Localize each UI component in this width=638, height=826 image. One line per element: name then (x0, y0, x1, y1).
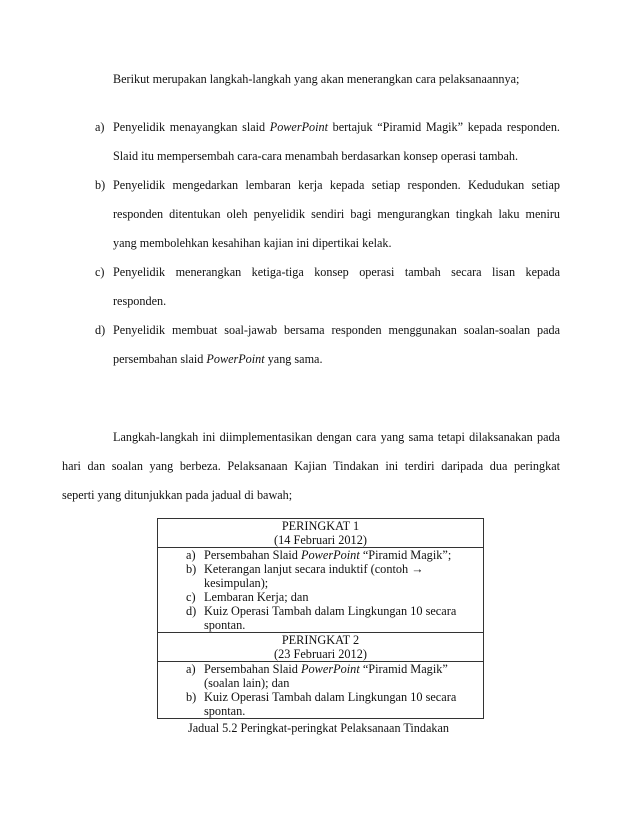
step-line: Penyelidik mengedarkan lembaran kerja kepada setiap responden. Kedudukan setiap (113, 178, 560, 192)
stage-title: PERINGKAT 1 (281, 519, 360, 533)
stage-item: a) Persembahan Slaid PowerPoint “Piramid Magik” (soalan lain); dan (186, 662, 448, 690)
step-line: Penyelidik menayangkan slaid PowerPoint bertajuk “Piramid Magik” kepada responden. (113, 120, 560, 134)
step-marker: d) (95, 323, 106, 337)
summary-line: Langkah-langkah ini diimplementasikan dengan cara yang sama tetapi dilaksanakan pada (113, 430, 560, 444)
step-marker: a) (95, 120, 105, 134)
stage-items (158, 548, 484, 633)
stage-date: (14 Februari 2012) (274, 533, 367, 547)
stage-item: c) Lembaran Kerja; dan (186, 590, 309, 604)
step-line: responden. (113, 294, 167, 308)
summary-line: hari dan soalan yang berbeza. Pelaksanaan Kajian Tindakan ini terdiri daripada dua peringkat (62, 459, 560, 473)
stage-item: b) Keterangan lanjut secara induktif (contoh → kesimpulan); (186, 562, 424, 590)
step-marker: b) (95, 178, 106, 192)
step-line: persembahan slaid PowerPoint yang sama. (113, 352, 323, 366)
stage-item: d) Kuiz Operasi Tambah dalam Lingkungan 10 secara spontan. (186, 604, 457, 632)
stage-date: (23 Februari 2012) (274, 647, 367, 661)
step-marker: c) (95, 265, 105, 279)
stage-item: a) Persembahan Slaid PowerPoint “Piramid Magik”; (186, 548, 452, 562)
stage-title: PERINGKAT 2 (281, 633, 360, 647)
intro-paragraph: Berikut merupakan langkah-langkah yang akan menerangkan cara pelaksanaannya; (113, 72, 520, 86)
step-line: Penyelidik menerangkan ketiga-tiga konsep operasi tambah secara lisan kepada (113, 265, 560, 279)
stages-table (157, 518, 484, 719)
stage-items (158, 662, 484, 719)
stage-header (158, 633, 484, 662)
step-line: responden ditentukan oleh penyelidik sendiri bagi mengurangkan tingkah laku meniru (113, 207, 560, 221)
table-caption: Jadual 5.2 Peringkat-peringkat Pelaksanaan Tindakan (188, 721, 449, 735)
summary-line: seperti yang ditunjukkan pada jadual di bawah; (62, 488, 293, 502)
step-line: Penyelidik membuat soal-jawab bersama responden menggunakan soalan-soalan pada (113, 323, 560, 337)
step-line: yang membolehkan kesahihan kajian ini dipertikai kelak. (113, 236, 392, 250)
step-line: Slaid itu mempersembah cara-cara menambah berdasarkan konsep operasi tambah. (113, 149, 519, 163)
stage-item: b) Kuiz Operasi Tambah dalam Lingkungan 10 secara spontan. (186, 690, 457, 718)
stage-header (158, 519, 484, 548)
